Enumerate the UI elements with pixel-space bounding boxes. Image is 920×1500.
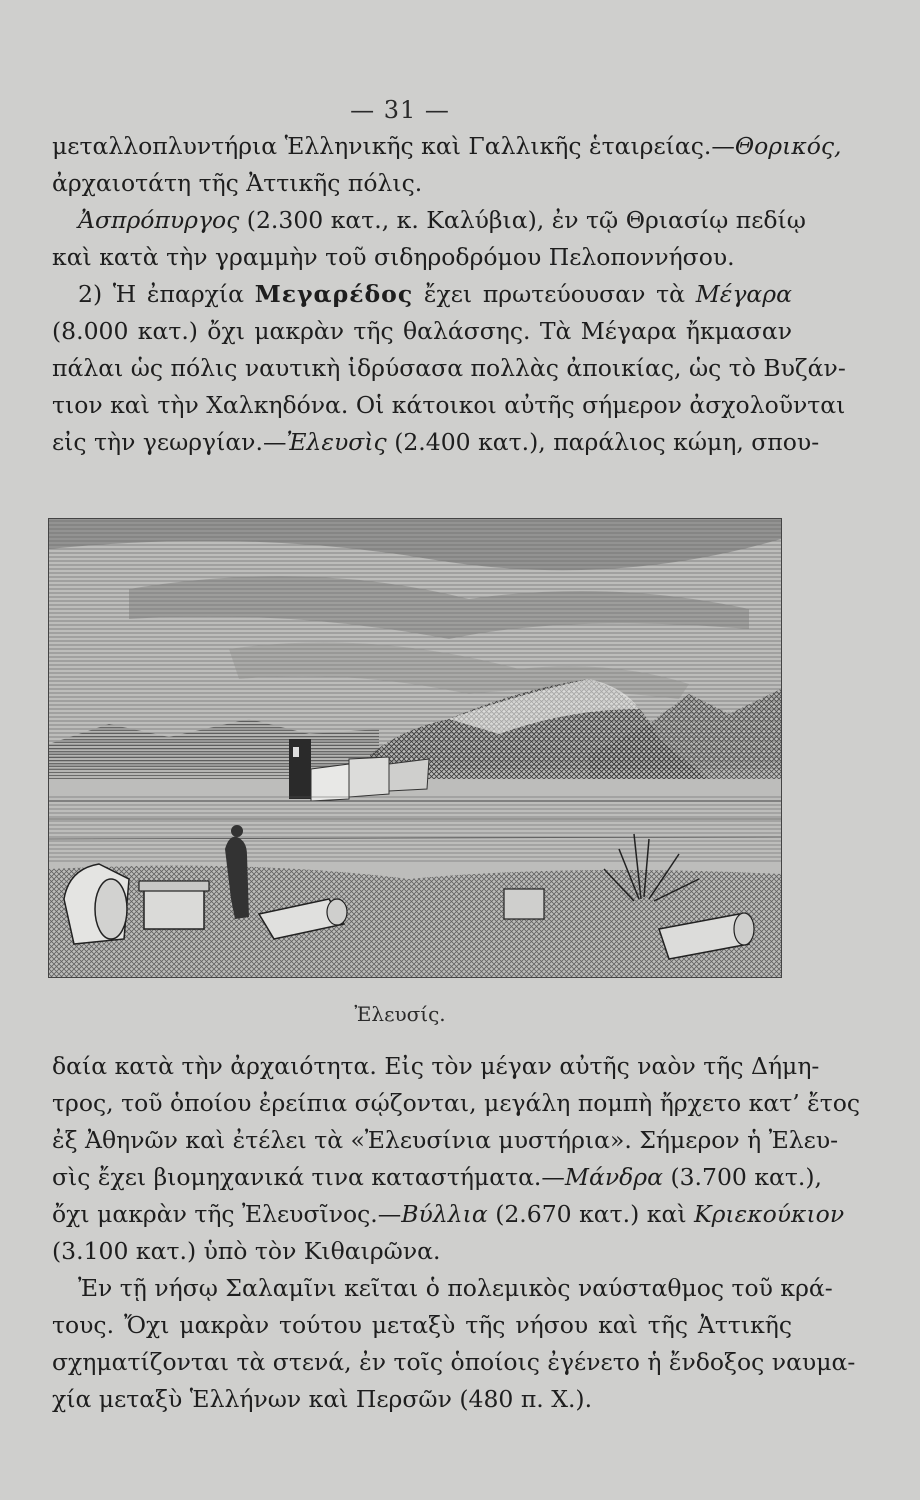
text-run: τρος, τοῦ ὁποίου ἐρείπια σῴζονται, μεγάλη πομπὴ ἤρχετο κατ’ ἔτος — [52, 1089, 861, 1117]
text-run: εἰς τὴν γεωργίαν.— — [52, 428, 287, 456]
text-line — [52, 239, 792, 276]
text-run: χία μεταξὺ Ἑλλήνων καὶ Περσῶν (480 π. Χ.). — [52, 1385, 593, 1413]
text-run: (8.000 κατ.) ὄχι μακρὰν τῆς θαλάσσης. Τὰ Μέγαρα ἤκμασαν — [52, 317, 792, 345]
text-run: καὶ κατὰ τὴν γραμμὴν τοῦ σιδηροδρόμου Πελοποννήσου. — [52, 243, 735, 271]
italic-term: Θορικός, — [734, 132, 842, 160]
italic-term: Μέγαρα — [695, 280, 792, 308]
text-line — [52, 1048, 820, 1085]
text-run: ἐξ Ἀθηνῶν καὶ ἐτέλει τὰ «Ἐλευσίνια μυστήρια». Σήμερον ἡ Ἐλευ- — [52, 1126, 839, 1154]
text-line — [52, 1196, 845, 1233]
figure-caption: Ἐλευσίς. — [354, 1002, 446, 1026]
text-run: σὶς ἔχει βιομηχανικά τινα καταστήματα.— — [52, 1163, 565, 1191]
text-line — [52, 128, 842, 165]
text-line — [52, 1233, 792, 1270]
page-number: — 31 — — [350, 96, 450, 124]
text-run: (3.700 κατ.), — [662, 1163, 823, 1191]
text-run: μεταλλοπλυντήρια Ἑλληνικῆς καὶ Γαλλικῆς ἑταιρείας.— — [52, 132, 735, 160]
engraving-illustration — [49, 519, 781, 977]
italic-term: Μάνδρα — [564, 1163, 663, 1191]
text-run: ἔχει πρωτεύουσαν τὰ — [413, 280, 696, 308]
text-line — [52, 165, 792, 202]
text-line — [52, 387, 846, 424]
text-line — [52, 1344, 856, 1381]
text-line — [52, 313, 792, 350]
bold-term: Μεγαρέδος — [254, 280, 414, 308]
text-line — [52, 1122, 839, 1159]
text-block-top — [52, 128, 846, 461]
text-line — [52, 350, 846, 387]
italic-term: Βύλλια — [401, 1200, 488, 1228]
text-line — [52, 1085, 861, 1122]
text-run: 2) Ἡ ἐπαρχία — [78, 280, 255, 308]
text-run: ὄχι μακρὰν τῆς Ἐλευσῖνος.— — [52, 1200, 402, 1228]
text-line — [52, 1307, 792, 1344]
eleusis-engraving — [48, 518, 782, 978]
text-run: δαία κατὰ τὴν ἀρχαιότητα. Εἰς τὸν μέγαν αὐτῆς ναὸν τῆς Δήμη- — [52, 1052, 820, 1080]
text-run: πάλαι ὡς πόλις ναυτικὴ ἱδρύσασα πολλὰς ἀποικίας, ὡς τὸ Βυζάν- — [52, 354, 846, 382]
text-run: (3.100 κατ.) ὑπὸ τὸν Κιθαιρῶνα. — [52, 1237, 441, 1265]
text-run: τους. Ὄχι μακρὰν τούτου μεταξὺ τῆς νήσου καὶ τῆς Ἀττικῆς — [52, 1311, 792, 1339]
text-run: Ἐν τῇ νήσῳ Σαλαμῖνι κεῖται ὁ πολεμικὸς ναύσταθμος τοῦ κρά- — [78, 1274, 833, 1302]
text-run: (2.300 κατ., κ. Καλύβια), ἐν τῷ Θριασίῳ πεδίῳ — [239, 206, 806, 234]
italic-term: Κριεκούκιον — [694, 1200, 845, 1228]
text-line — [52, 424, 820, 461]
text-run: (2.400 κατ.), παράλιος κώμη, σπου- — [386, 428, 820, 456]
text-line — [52, 276, 792, 313]
text-block-bottom — [52, 1048, 861, 1418]
italic-term: Ἀσπρόπυργος — [78, 206, 240, 234]
text-line — [52, 1270, 833, 1307]
text-line — [52, 202, 806, 239]
text-line — [52, 1159, 823, 1196]
text-line — [52, 1381, 792, 1418]
text-run: (2.670 κατ.) καὶ — [487, 1200, 695, 1228]
italic-term: Ἐλευσὶς — [286, 428, 387, 456]
text-run: ἀρχαιοτάτη τῆς Ἀττικῆς πόλις. — [52, 169, 423, 197]
text-run: σχηματίζονται τὰ στενά, ἐν τοῖς ὁποίοις ἐγένετο ἡ ἔνδοξος ναυμα- — [52, 1348, 856, 1376]
text-run: τιον καὶ τὴν Χαλκηδόνα. Οἱ κάτοικοι αὐτῆς σήμερον ἀσχολοῦνται — [52, 391, 846, 419]
